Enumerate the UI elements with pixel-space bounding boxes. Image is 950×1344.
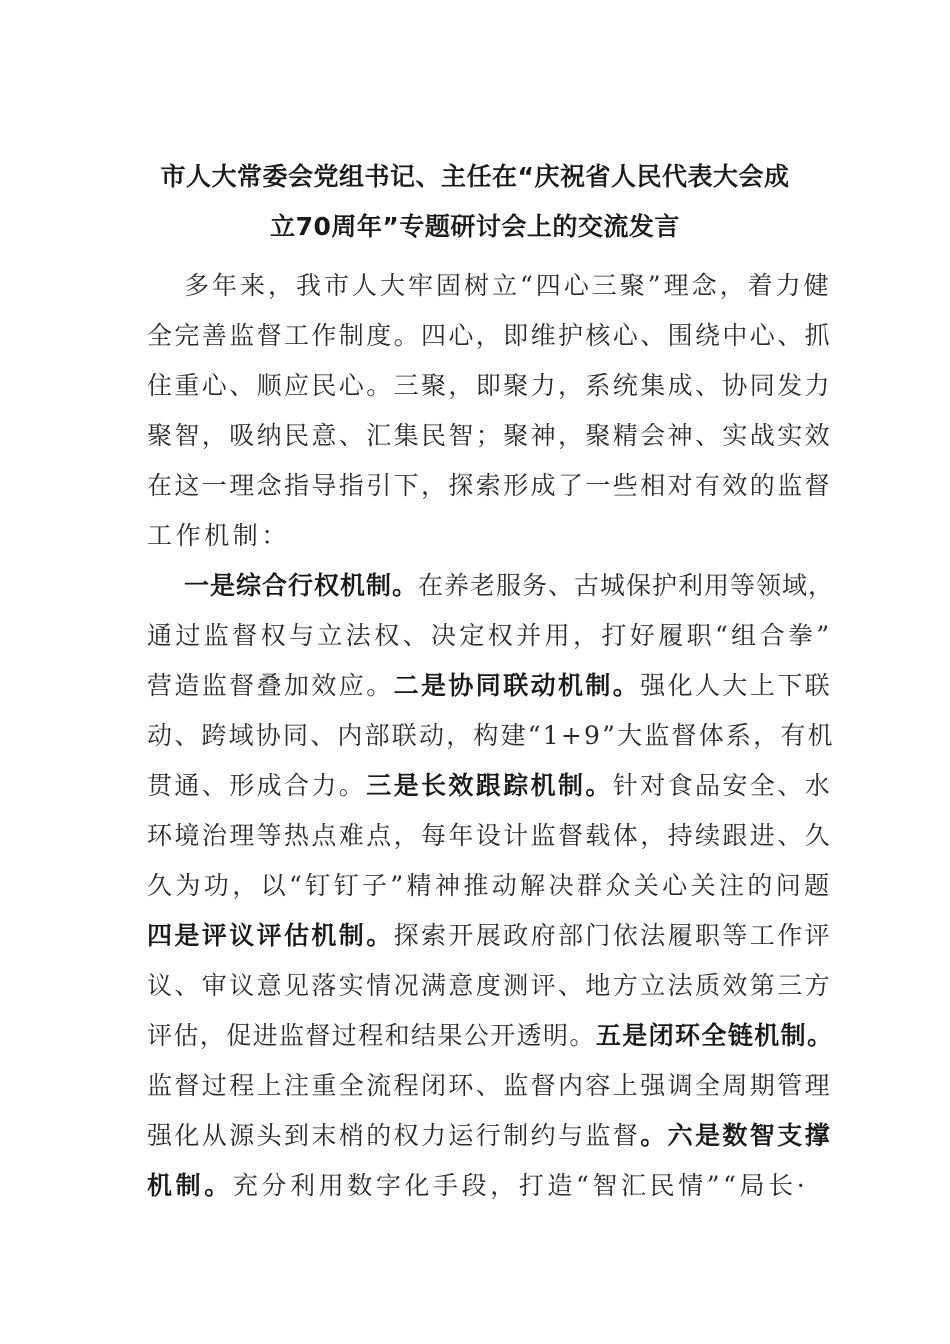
mechanism-heading-2: 二是协同联动机制。 [393, 671, 641, 700]
text-line: 通过监督权与立法权、决定权并用，打好履职“组合拳” [147, 621, 833, 650]
text-segment: 强化从源头到末梢的权力运行制约与监督 [147, 1121, 641, 1150]
text-segment: 探索开展政府部门依法履职等工作评 [393, 921, 833, 950]
text-line: 工作机制： [147, 521, 291, 550]
text-line [147, 918, 832, 954]
text-line [147, 768, 832, 804]
text-line: 动、跨域协同、内部联动，构建“1+9”大监督体系，有机 [147, 721, 835, 750]
text-segment: 评估，促进监督过程和结果公开透明。 [147, 1021, 596, 1050]
text-line [147, 1168, 808, 1204]
mechanism-heading-4: 四是评议评估机制。 [147, 921, 394, 950]
text-line: 全完善监督工作制度。四心，即维护核心、围绕中心、抓 [147, 321, 833, 350]
text-segment: 充分利用数字化手段，打造“智汇民情”“局长· [232, 1171, 809, 1200]
document-title-line-2: 立70周年”专题研讨会上的交流发言 [270, 212, 680, 241]
text-line [147, 1118, 832, 1154]
text-segment: 针对食品安全、水 [612, 771, 833, 800]
text-line [147, 1018, 833, 1054]
text-segment: 在养老服务、古城保护利用等领域， [418, 571, 835, 600]
document-title-line-1: 市人大常委会党组书记、主任在“庆祝省人民代表大会成 [160, 162, 790, 191]
text-line: 久为功，以“钉钉子”精神推动解决群众关心关注的问题 [147, 871, 833, 900]
mechanism-heading-1: 一是综合行权机制。 [184, 571, 419, 600]
mechanism-heading-5: 五是闭环全链机制。 [595, 1021, 834, 1050]
text-line: 监督过程上注重全流程闭环、监督内容上强调全周期管理 [147, 1071, 833, 1100]
text-line [184, 568, 834, 604]
text-line: 环境治理等热点难点，每年设计监督载体，持续跟进、久 [147, 821, 833, 850]
text-segment: 贯通、形成合力。 [147, 771, 367, 800]
text-segment: 营造监督叠加效应。 [147, 671, 394, 700]
mechanism-heading-6: 。六是数智支撑 [640, 1121, 833, 1150]
mechanism-heading-6-cont: 机制。 [147, 1171, 233, 1200]
text-line [147, 668, 832, 704]
mechanism-heading-3: 三是长效跟踪机制。 [366, 771, 613, 800]
text-line: 住重心、顺应民心。三聚，即聚力，系统集成、协同发力 [147, 371, 833, 400]
text-segment: 强化人大上下联 [640, 671, 833, 700]
text-line: 议、审议意见落实情况满意度测评、地方立法质效第三方 [147, 971, 833, 1000]
text-line: 多年来，我市人大牢固树立“四心三聚”理念，着力健 [184, 271, 832, 300]
text-line: 在这一理念指导指引下，探索形成了一些相对有效的监督 [147, 471, 833, 500]
text-line: 聚智，吸纳民意、汇集民智；聚神，聚精会神、实战实效 [147, 421, 833, 450]
